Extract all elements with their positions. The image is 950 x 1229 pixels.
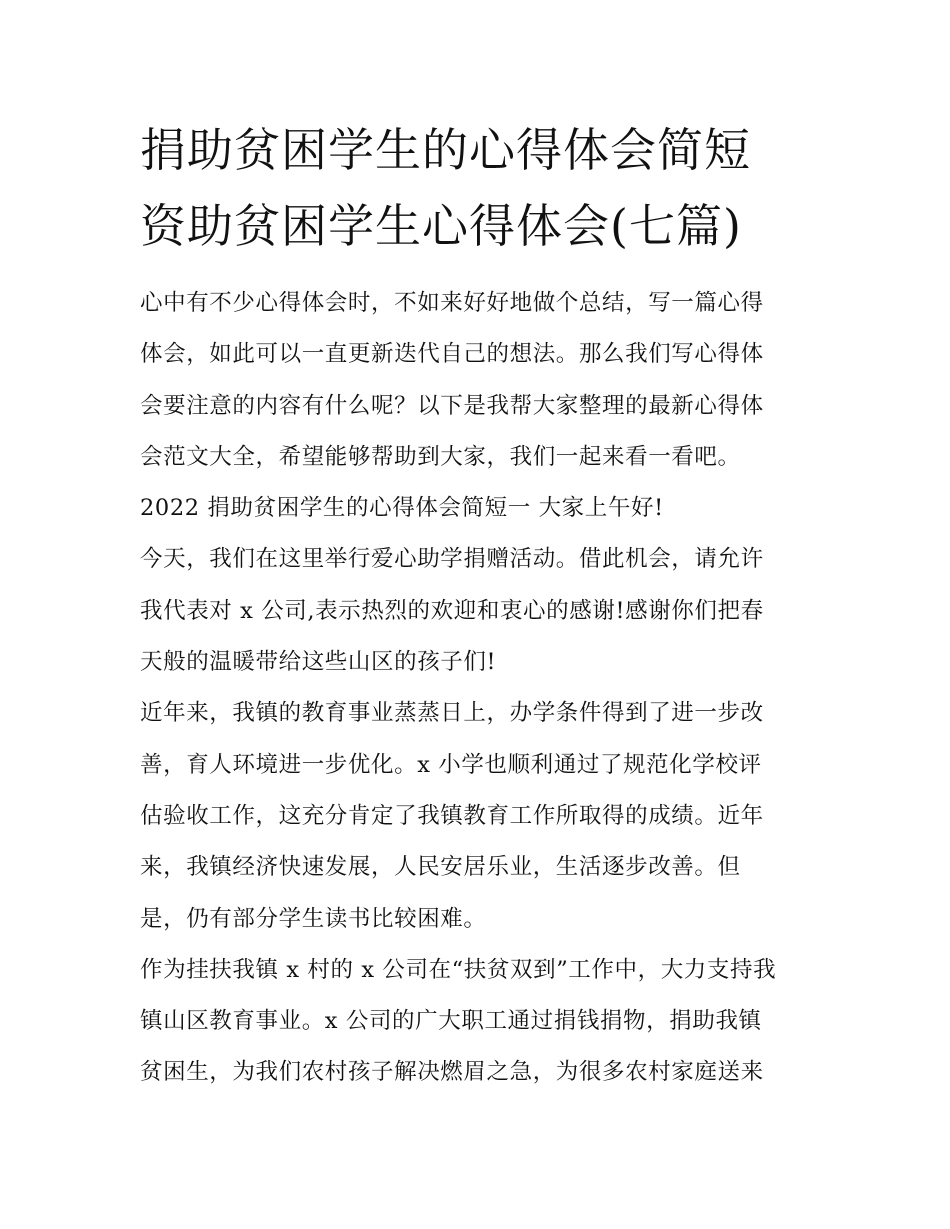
document-body	[140, 278, 820, 1099]
body-line: 估验收工作，这充分肯定了我镇教育工作所取得的成绩。近年	[140, 802, 764, 829]
document-title	[140, 112, 820, 264]
body-line: 今天，我们在这里举行爱心助学捐赠活动。借此机会，请允许	[140, 546, 764, 573]
body-line: 会范文大全，希望能够帮助到大家，我们一起来看一看吧。	[140, 443, 741, 470]
body-line: 心中有不少心得体会时，不如来好好地做个总结，写一篇心得	[140, 290, 764, 316]
title-line-2: 资助贫困学生心得体会(七篇)	[140, 199, 742, 253]
body-line: 来，我镇经济快速发展，人民安居乐业，生活逐步改善。但	[140, 854, 741, 881]
body-line: 天般的温暖带给这些山区的孩子们!	[140, 649, 497, 676]
body-line: 作为挂扶我镇 x 村的 x 公司在“扶贫双到”工作中，大力支持我	[140, 956, 777, 983]
body-line: 2022 捐助贫困学生的心得体会简短一 大家上午好!	[140, 495, 664, 522]
body-line: 善，育人环境进一步优化。x 小学也顺利通过了规范化学校评	[140, 751, 762, 778]
body-line: 是，仍有部分学生读书比较困难。	[140, 905, 487, 932]
body-line: 近年来，我镇的教育事业蒸蒸日上，办学条件得到了进一步改	[140, 700, 764, 727]
title-line-1: 捐助贫困学生的心得体会简短	[140, 123, 751, 177]
body-line: 我代表对 x 公司,表示热烈的欢迎和衷心的感谢!感谢你们把春	[140, 597, 764, 624]
body-line: 镇山区教育事业。x 公司的广大职工通过捐钱捐物，捐助我镇	[140, 1008, 762, 1035]
body-line: 体会，如此可以一直更新迭代自己的想法。那么我们写心得体	[140, 341, 764, 368]
body-line: 会要注意的内容有什么呢？以下是我帮大家整理的最新心得体	[140, 392, 764, 419]
body-line: 贫困生，为我们农村孩子解决燃眉之急，为很多农村家庭送来	[140, 1059, 764, 1086]
